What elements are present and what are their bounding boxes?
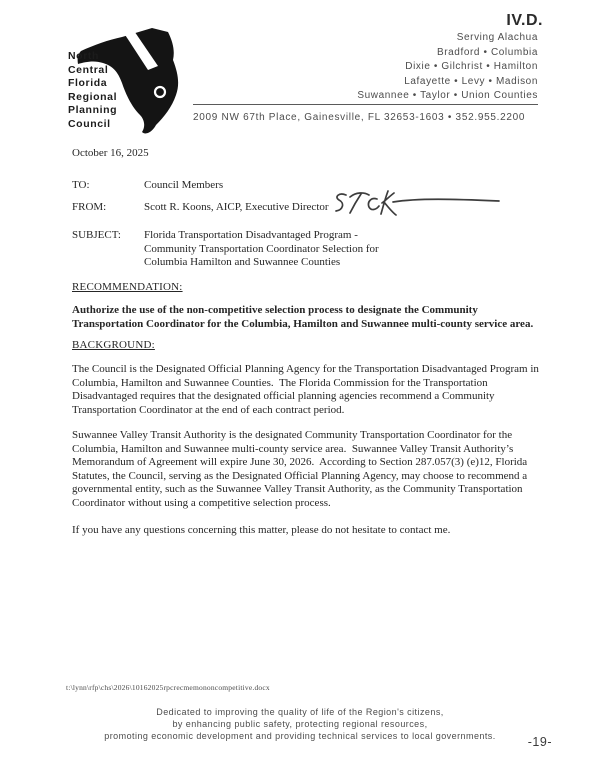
logo-line: North (68, 50, 99, 62)
serving-line: Suwannee • Taylor • Union Counties (357, 90, 538, 101)
logo-line: Central (68, 63, 109, 76)
subject-line: Florida Transportation Disadvantaged Program - (144, 229, 358, 241)
serving-counties (357, 31, 538, 104)
dedication-line: promoting economic development and providing technical services to local governments. (104, 730, 496, 741)
signature-icon (333, 188, 503, 222)
document-file-path: t:\lynn\rfp\chs\2026\10162025rpcrecmemononcompetitive.docx (66, 683, 270, 692)
logo-line: Council (68, 117, 111, 130)
serving-line: Dixie • Gilchrist • Hamilton (405, 61, 538, 72)
letterhead-address: 2009 NW 67th Place, Gainesville, FL 32653-1603 • 352.955.2200 (193, 112, 526, 123)
from-label: FROM: (72, 201, 107, 213)
recommendation-text: Authorize the use of the non-competitive selection process to designate the Community Transportation Coordinator for the Columbia, Hamilton and Suwannee multi-county service area. (72, 304, 534, 330)
recommendation-heading: RECOMMENDATION: (72, 281, 183, 293)
closing-paragraph: If you have any questions concerning this matter, please do not hesitate to contact me. (72, 524, 451, 536)
letterhead-divider (193, 104, 538, 105)
to-value: Council Members (144, 179, 224, 191)
council-logo (56, 22, 198, 142)
subject-line: Columbia Hamilton and Suwannee Counties (144, 256, 341, 269)
memo-date: October 16, 2025 (72, 147, 149, 159)
subject-label: SUBJECT: (72, 229, 121, 241)
logo-line: Florida (68, 77, 108, 89)
from-value: Scott R. Koons, AICP, Executive Director (144, 201, 329, 213)
background-paragraph: The Council is the Designated Official Planning Agency for the Transportation Disadvantaged Program in Columbia, Hamilton and Suwannee Counties. The Florida Commission for the Transportation Disadvantaged requires that the designated official planning agencies recommend a Community Transportation Coordinator at the end of each contract period. (72, 363, 542, 416)
subject-value (144, 229, 379, 270)
dedication-statement (0, 707, 600, 742)
dedication-line: Dedicated to improving the quality of life of the Region's citizens, (156, 707, 444, 717)
subject-line: Community Transportation Coordinator Selection for (144, 242, 379, 255)
memo-subject-row (72, 229, 546, 270)
page-number: -19- (527, 735, 552, 749)
logo-text (68, 50, 117, 131)
agenda-item-label: IV.D. (506, 12, 543, 29)
logo-line: Regional (68, 90, 118, 103)
serving-line: Bradford • Columbia (436, 46, 538, 58)
letterhead (0, 0, 600, 140)
background-heading: BACKGROUND: (72, 339, 155, 351)
to-label: TO: (72, 179, 90, 191)
serving-line: Serving Alachua (456, 32, 538, 43)
serving-line: Lafayette • Levy • Madison (404, 75, 538, 87)
background-paragraph: Suwannee Valley Transit Authority is the designated Community Transportation Coordinator for the Columbia, Hamilton and Suwannee multi-county service area. Suwannee Valley Transit Authority’s Memorandum of Agreement will expire June 30, 2026. According to Section 287.057(3) (e)12, Florida Statutes, the Council, serving as the Designated Official Planning Agency, may choose to recommend a governmental entity, such as the Suwannee Valley Transit Authority, as the Community Transportation Coordinator without using a competitive selection process. (72, 429, 530, 509)
logo-line: Planning (68, 104, 118, 116)
dedication-line: by enhancing public safety, protecting regional resources, (172, 718, 428, 729)
